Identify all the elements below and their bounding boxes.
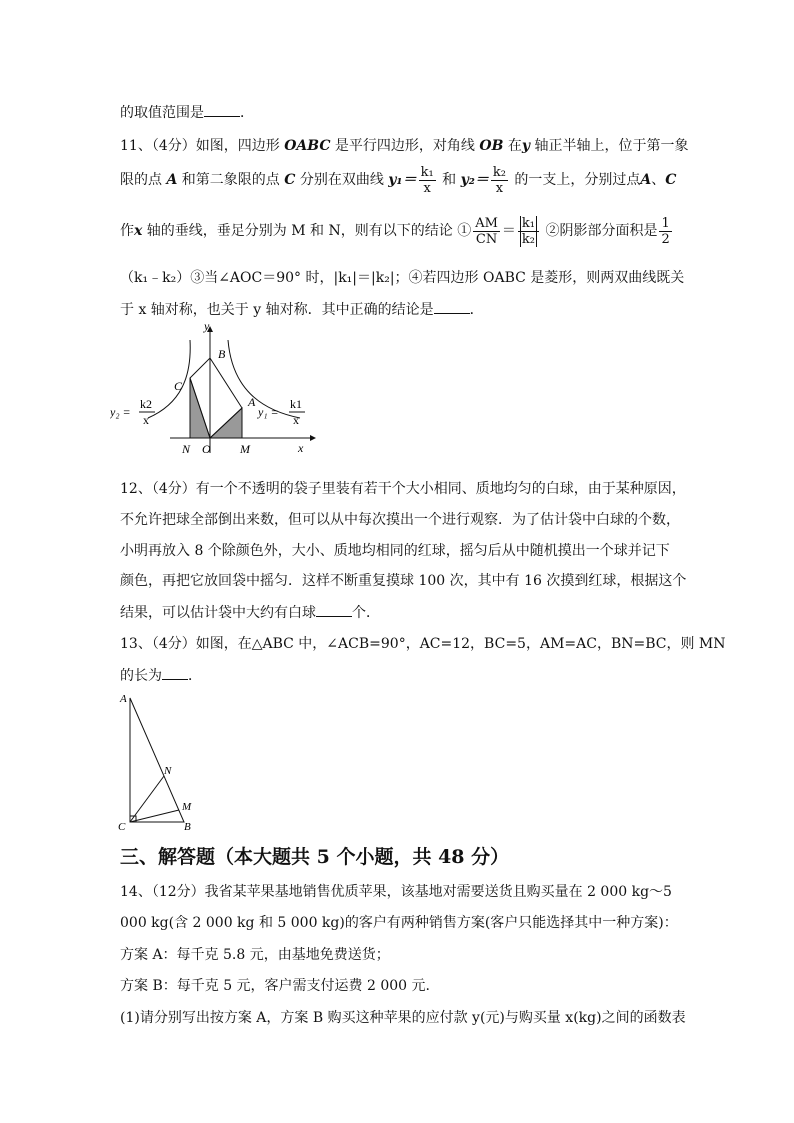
label-M: M xyxy=(182,801,192,813)
q11-var: OABC xyxy=(284,138,331,154)
label-x: x xyxy=(298,441,304,455)
q11-line-5 xyxy=(120,299,484,320)
hyperbola-left xyxy=(148,340,190,418)
q11-var: C xyxy=(284,172,296,188)
fraction-k2-x xyxy=(491,165,508,196)
q11-number: 11、（4分） xyxy=(120,138,196,154)
q11-line-1 xyxy=(120,136,688,156)
frac-num: k₁ xyxy=(521,215,535,231)
q11-text: 限的点 xyxy=(120,172,167,188)
q11-var: A xyxy=(640,172,652,188)
answer-blank xyxy=(316,602,352,617)
q14-text: 方案 A：每千克 5.8 元，由基地免费送货； xyxy=(120,947,390,963)
q11-text: ＝ xyxy=(501,223,516,239)
section-heading: 三、解答题（本大题共 5 个小题，共 48 分） xyxy=(120,846,510,868)
q13-line-2 xyxy=(120,665,202,686)
q14-line-2 xyxy=(120,913,678,933)
q14-line-3 xyxy=(120,945,390,965)
label-C: C xyxy=(118,821,126,833)
q11-var: y xyxy=(521,138,531,154)
q14-text: 14、（12分）我省某苹果基地销售优质苹果，该基地对需要送货且购买量在 2 000 kg～5 xyxy=(120,884,672,900)
label-N: N xyxy=(164,765,172,777)
q11-text: 轴正半轴上，位于第一象 xyxy=(530,138,689,154)
q12-line-4 xyxy=(120,571,686,591)
q11-line-4 xyxy=(120,268,684,288)
punct: ． xyxy=(469,302,484,318)
q11-text: 分别在双曲线 xyxy=(295,172,389,188)
q11-text: 作 xyxy=(120,223,134,239)
q11-line-3 xyxy=(120,212,674,250)
q14-text: 方案 B：每千克 5 元，客户需支付运费 2 000 元. xyxy=(120,978,430,994)
q11-var: A xyxy=(166,172,178,188)
q11-text: 是平行四边形，对角线 xyxy=(330,138,480,154)
q11-var: C xyxy=(665,172,677,188)
fraction-k1-k2 xyxy=(518,216,539,247)
q11-text: 和 xyxy=(437,172,461,188)
q11-text: 如图，四边形 xyxy=(195,138,285,154)
q12-line-5 xyxy=(120,602,380,623)
frac-den: x xyxy=(495,180,504,196)
continuation-text: 的取值范围是 xyxy=(120,105,204,121)
label-y: y xyxy=(204,319,210,333)
label-M: M xyxy=(240,442,250,456)
q14-line-1 xyxy=(120,882,672,902)
fraction-am-cn xyxy=(473,216,500,247)
q11-var: y₂＝ xyxy=(460,172,489,188)
frac-den: CN xyxy=(475,231,498,247)
q12-text: 小明再放入 8 个除颜色外，大小、质地均相同的红球，摇匀后从中随机摸出一个球并记下 xyxy=(120,543,670,559)
label-N: N xyxy=(182,442,191,456)
q11-text: 轴的垂线，垂足分别为 M 和 N，则有以下的结论 ① xyxy=(142,223,472,239)
q11-text: 和第二象限的点 xyxy=(177,172,285,188)
q11-text: （k₁﹣k₂）③当∠AOC＝90° 时，|k₁|＝|k₂|；④若四边形 OABC 是菱形，则两双曲线既关 xyxy=(120,270,685,286)
q12-line-3 xyxy=(120,541,670,561)
q14-text: (1)请分别写出按方案 A，方案 B 购买这种苹果的应付款 y(元)与购买量 x(kg)之间的函数表 xyxy=(120,1010,686,1026)
q11-text: 、 xyxy=(651,172,666,188)
label-B: B xyxy=(184,821,191,833)
label-O: O xyxy=(202,442,211,456)
q12-text: 结果，可以估计袋中大约有白球 xyxy=(120,605,316,621)
q11-var: y₁＝ xyxy=(388,172,417,188)
q14-text: 000 kg(含 2 000 kg 和 5 000 kg)的客户有两种销售方案(客户只能选择其中一种方案)： xyxy=(120,915,678,931)
q11-line-2 xyxy=(120,163,676,197)
frac-den: k₂ xyxy=(521,231,535,247)
fraction-half xyxy=(659,216,671,247)
q11-var: OB xyxy=(479,138,504,154)
q12-text: 不允许把球全部倒出来数，但可以从中每次摸出一个进行观察．为了估计袋中白球的个数， xyxy=(120,512,680,528)
label-A: A xyxy=(120,693,127,705)
q11-text: 在 xyxy=(503,138,522,154)
q14-line-4 xyxy=(120,976,430,996)
frac-den: x xyxy=(423,180,431,196)
q12-line-1 xyxy=(120,479,686,499)
q11-text: 的一支上，分别过点 xyxy=(509,172,641,188)
answer-blank xyxy=(204,102,240,117)
eq-right-num: k1 xyxy=(290,397,302,411)
eq-left-den: x xyxy=(143,413,149,427)
q11-var: x xyxy=(134,223,143,239)
q11-text: 于 x 轴对称，也关于 y 轴对称．其中正确的结论是 xyxy=(120,302,434,318)
frac-num: k₂ xyxy=(492,164,506,180)
answer-blank xyxy=(434,299,470,314)
punct: 个． xyxy=(352,605,380,621)
q12-line-2 xyxy=(120,510,680,530)
figure-q11-hyperbola xyxy=(110,318,320,458)
label-B: B xyxy=(218,347,226,361)
continuation-line xyxy=(120,102,254,123)
q13-line-1 xyxy=(120,634,726,654)
frac-num: 1 xyxy=(661,215,670,231)
triangle-abc xyxy=(130,698,184,822)
eq-right-den: x xyxy=(293,413,299,427)
label-C: C xyxy=(174,379,183,393)
frac-den: 2 xyxy=(661,231,670,247)
q13-text: 13、（4分）如图，在△ABC 中，∠ACB=90°，AC=12，BC=5，AM=AC，BN=BC，则 MN xyxy=(120,636,726,652)
punct: ． xyxy=(240,105,254,121)
q12-text: 12、（4分）有一个不透明的袋子里装有若干个大小相同、质地均匀的白球，由于某种原因， xyxy=(120,481,686,497)
eq-left-lhs: y₂ = xyxy=(110,405,131,419)
eq-right-lhs: y₁ = xyxy=(258,405,279,419)
frac-num: AM xyxy=(475,215,498,231)
q11-text: ②阴影部分面积是 xyxy=(541,223,658,239)
fraction-k1-x xyxy=(419,165,436,196)
x-axis-arrow xyxy=(310,435,316,441)
q14-line-5 xyxy=(120,1008,686,1028)
q12-text: 颜色，再把它放回袋中摇匀．这样不断重复摸球 100 次，其中有 16 次摸到红球，根据这个 xyxy=(120,573,687,589)
frac-num: k₁ xyxy=(420,164,434,180)
punct: ． xyxy=(188,668,202,684)
q13-text: 的长为 xyxy=(120,668,162,684)
answer-blank xyxy=(162,665,188,680)
label-A: A xyxy=(248,395,256,409)
eq-left-num: k2 xyxy=(140,397,152,411)
figure-q13-triangle xyxy=(112,688,202,833)
